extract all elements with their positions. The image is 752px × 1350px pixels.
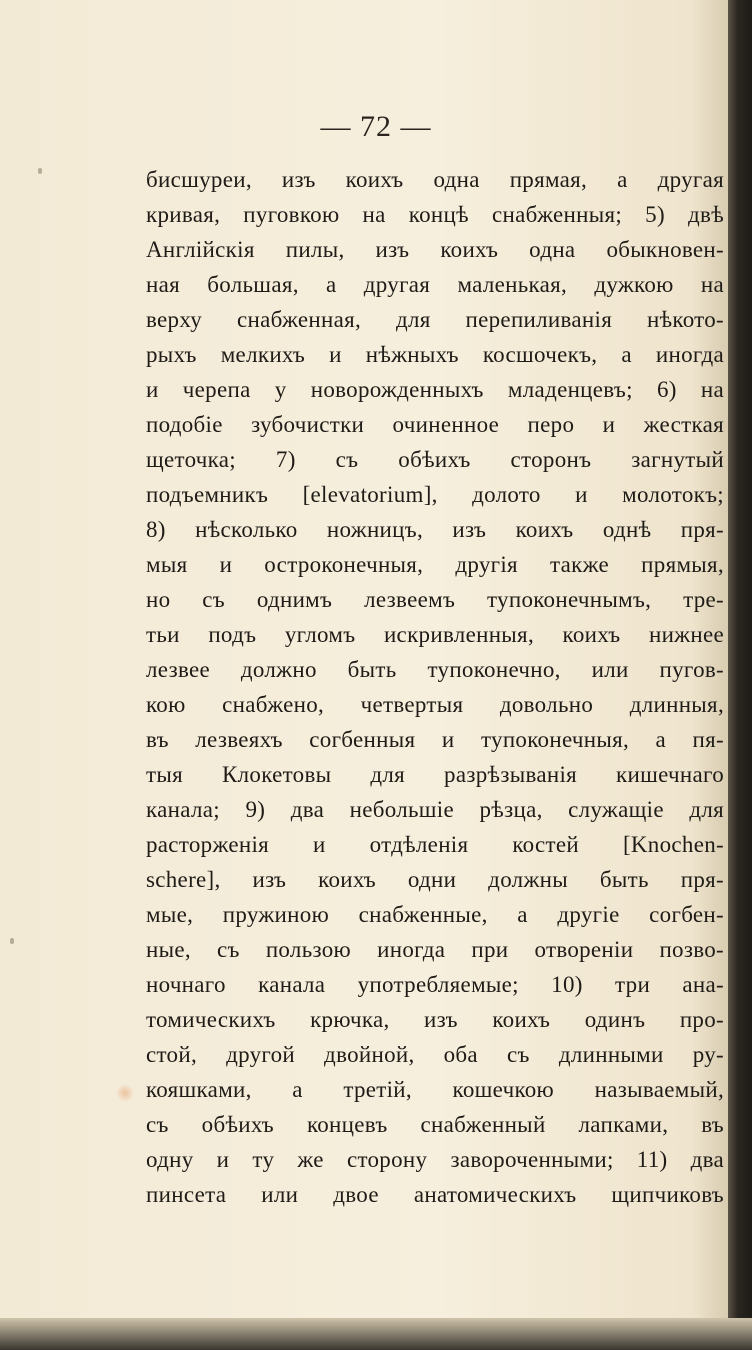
text-line: бисшуреи, изъ коихъ одна прямая, а другая [146, 167, 724, 192]
text-line: тьи подъ угломъ искривленныя, коихъ нижнее [146, 622, 724, 647]
text-line: ная большая, а другая маленькая, дужкою на [146, 272, 724, 297]
text-line: Англійскія пилы, изъ коихъ одна обыкновен- [146, 237, 724, 262]
text-line: ные, съ пользою иногда при отвореніи позво- [146, 937, 724, 962]
text-line: одну и ту же сторону завороченными; 11) два [146, 1147, 724, 1172]
paper-stain [116, 1084, 134, 1102]
text-line: стой, другой двойной, оба съ длинными ру- [146, 1042, 724, 1067]
text-line: верху снабженная, для перепиливанія нѣкото- [146, 307, 724, 332]
text-line: лезвее должно быть тупоконечно, или пугов- [146, 657, 724, 682]
text-line: томическихъ крючка, изъ коихъ одинъ про- [146, 1007, 724, 1032]
text-line: расторженія и отдѣленія костей [Knochen- [146, 832, 724, 857]
text-line: 8) нѣсколько ножницъ, изъ коихъ однѣ пря- [146, 517, 724, 542]
text-line: schere], изъ коихъ одни должны быть пря- [146, 867, 724, 892]
text-line: рыхъ мелкихъ и нѣжныхъ косшочекъ, а иногда [146, 342, 724, 367]
text-line: въ лезвеяхъ согбенныя и тупоконечныя, а пя- [146, 727, 724, 752]
text-line: кривая, пуговкою на концѣ снабженныя; 5) двѣ [146, 202, 724, 227]
text-line: канала; 9) два небольшіе рѣзца, служащіе для [146, 797, 724, 822]
text-line: мыя и остроконечныя, другія также прямыя, [146, 552, 724, 577]
paper-speck [38, 168, 42, 174]
text-line: подъемникъ [elevatorium], долото и молотокъ; [146, 482, 724, 507]
page-text [146, 162, 724, 1212]
text-line: щеточка; 7) съ обѣихъ сторонъ загнутый [146, 447, 724, 472]
text-line: кояшками, а третій, кошечкою называемый, [146, 1077, 724, 1102]
text-line: тыя Клокетовы для разрѣзыванія кишечнаго [146, 762, 724, 787]
text-line: съ обѣихъ концевъ снабженный лапками, въ [146, 1112, 724, 1137]
text-line: подобіе зубочистки очиненное перо и жесткая [146, 412, 724, 437]
paper-speck [10, 938, 14, 944]
text-line: мые, пружиною снабженные, а другіе согбен- [146, 902, 724, 927]
text-line: ночнаго канала употребляемые; 10) три ана- [146, 972, 724, 997]
text-line: но съ однимъ лезвеемъ тупоконечнымъ, тре- [146, 587, 724, 612]
page-number: — 72 — [320, 110, 432, 143]
text-line: кою снабжено, четвертыя довольно длинныя, [146, 692, 724, 717]
page-bottom-edge [0, 1318, 752, 1350]
text-line: и черепа у новорожденныхъ младенцевъ; 6) на [146, 377, 724, 402]
text-line: пинсета или двое анатомическихъ щипчиковъ [146, 1182, 724, 1207]
book-spine-edge [728, 0, 752, 1350]
